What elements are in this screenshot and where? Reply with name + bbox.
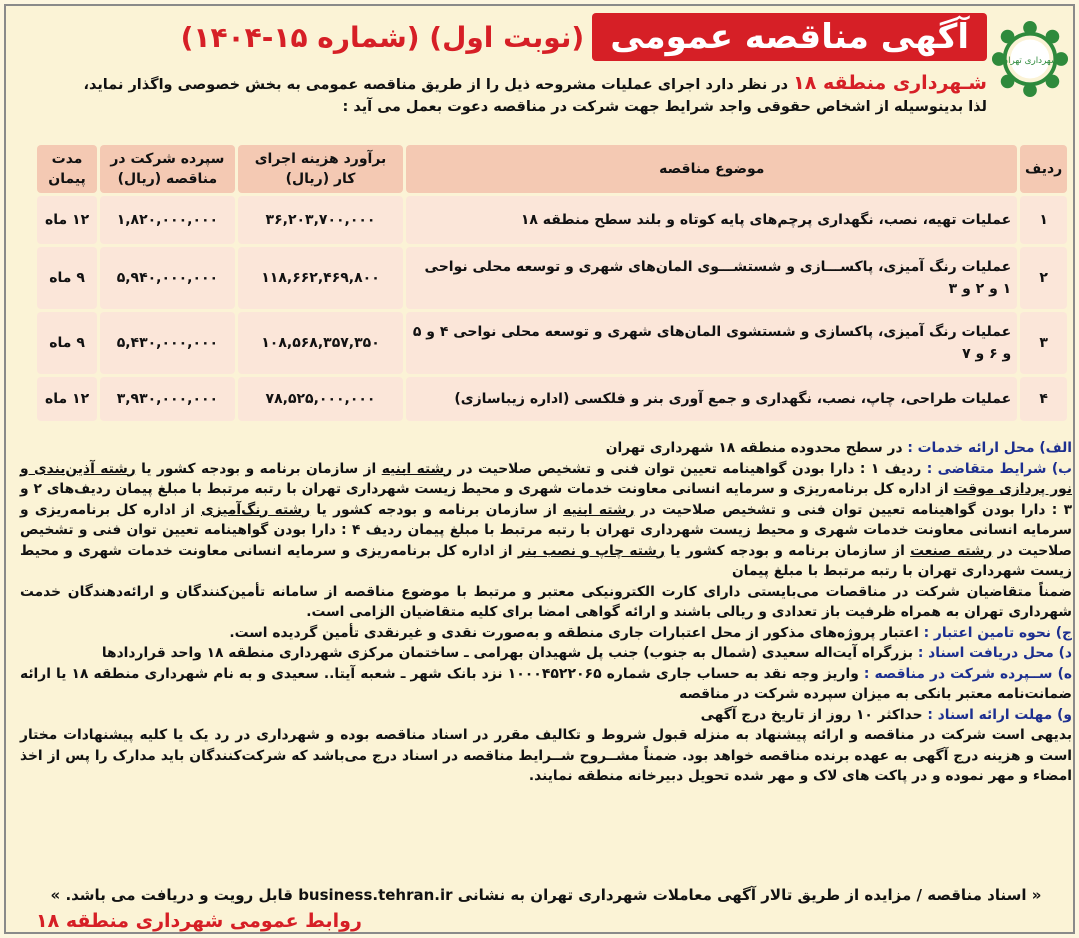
section-a-text: در سطح محدوده منطقه ۱۸ شهرداری تهران [605,440,908,456]
row-subject: عملیات تهیه، نصب، نگهداری پرچم‌های پایه کوتاه و بلند سطح منطقه ۱۸ [406,196,1017,244]
section-b-row23-text2: از سازمان برنامه و بودجه کشور یا [310,501,564,518]
row-subject: عملیات طراحی، چاپ، نصب، نگهداری و جمع آوری بنر و فلکسی (اداره زیباسازی) [406,377,1017,421]
public-relations-signature: روابط عمومی شهرداری منطقه ۱۸ [36,910,362,932]
row-cost: ۳۶,۲۰۳,۷۰۰,۰۰۰ [238,196,404,244]
notice-number: (شماره ۱۵-۱۴۰۴) (نوبت اول) [180,20,585,54]
section-f [20,705,1072,726]
section-b-row23-field2: رشته رنگ‌آمیزی [200,501,311,518]
section-c [20,623,1072,644]
section-b-row1-text2: از سازمان برنامه و بودجه کشور یا [135,460,382,477]
tehran-municipality-logo-icon [991,20,1069,98]
row-duration: ۹ ماه [37,312,97,374]
section-a [20,438,1072,459]
intro-line-2: لذا بدینوسیله از اشخاص حقوقی واجد شرایط جهت شرکت در مناقصه دعوت بعمل می آید : [342,99,987,115]
section-e-label: ه) ســپرده شرکت در مناقصه : [863,665,1073,682]
row-deposit: ۱,۸۲۰,۰۰۰,۰۰۰ [100,196,235,244]
intro-text [17,72,987,118]
notice-title: آگهی مناقصه عمومی [592,13,987,61]
notice-body [20,438,1072,787]
section-e-text2: نزد بانک شهر ـ شعبه آیتا.. سعیدی و به نام شهرداری منطقه ۱۸ یا ارائه ضمانت‌نامه معتبر بانکی به میزان سپرده شرکت در مناقصه [20,665,1072,702]
title-block [181,12,987,62]
closing-paragraph: بدیهی است شرکت در مناقصه و ارائه پیشنهاد به منزله قبول شروط و تکالیف مقرر در اسناد مناقصه بوده و شهرداری در رد یک یا کلیه پیشنهادات مختار است و هزینه درج آگهی به عهده برنده مناقصه خواهد بود. ضمناً مشــروح شــرایط مناقصه در اسناد درج می‌باشد که شرکت‌کنندگان باید مدارک را پس از اخذ امضاء و مهر نموده و در پاکت های لاک و مهر شده تحویل دبیرخانه منطقه نمایند. [20,727,1072,784]
bank-account-number: ۱۰۰۰۴۵۲۲۰۶۵ [507,665,602,682]
section-b-row23-label: ردیف‌های ۲ و ۳ : [20,481,1072,518]
section-b-label: ب) شرایط متقاضی : [926,460,1073,477]
section-b-row1-field1: رشته ابنیه [381,460,453,477]
table-row [37,196,1067,244]
section-f-text: حداکثر ۱۰ روز از تاریخ درج آگهی [700,706,928,723]
section-d [20,643,1072,664]
row-duration: ۹ ماه [37,247,97,309]
org-name: شـهرداری منطقه ۱۸ [793,72,987,94]
table-row [37,377,1067,421]
section-b-row4-field2: رشته چاپ و نصب بنر [517,542,665,559]
section-b-row1-field2: رشته آذین‌بندی و نور پردازی موقت [20,460,1072,497]
section-b-row1-label: ردیف ۱ : [859,460,927,477]
header-duration: مدت پیمان [37,145,97,193]
section-d-label: د) محل دریافت اسناد : [917,645,1072,661]
table-row [37,312,1067,374]
section-e-text1: واریز وجه نقد به حساب جاری شماره [601,665,864,682]
row-deposit: ۳,۹۳۰,۰۰۰,۰۰۰ [100,377,235,421]
header-cost: برآورد هزینه اجرای کار (ریال) [238,145,404,193]
header-row-number: ردیف [1020,145,1067,193]
row-subject: عملیات رنگ آمیزی، پاکســـازی و شستشـــوی المان‌های شهری و توسعه محلی نواحی ۱ و ۲ و ۳ [406,247,1017,309]
section-c-label: ج) نحوه تامین اعتبار : [923,624,1072,641]
section-b-row4-text2: از سازمان برنامه و بودجه کشور یا [664,542,911,559]
notice-header [6,6,1077,136]
section-a-label: الف) محل ارائه خدمات : [907,440,1072,456]
section-b-row4-field1: رشته صنعت [910,542,993,559]
row-deposit: ۵,۹۴۰,۰۰۰,۰۰۰ [100,247,235,309]
row-number: ۱ [1020,196,1067,244]
table-header-row [37,145,1067,193]
section-b-row1-text3: از اداره کل برنامه‌ریزی و سرمایه انسانی معاونت خدمات شهری و محیط زیست شهرداری تهران با رتبه مرتبط با مبلغ پیمان [110,481,954,497]
section-b-row4-text3: از اداره کل برنامه‌ریزی و سرمایه انسانی معاونت خدمات شهری و محیط زیست شهرداری تهران با رتبه مرتبط با مبلغ پیمان [20,542,1072,579]
section-b-row1-text1: دارا بودن گواهینامه تعیین توان فنی و تشخیص صلاحیت در [452,460,860,477]
row-cost: ۱۱۸,۶۶۲,۴۶۹,۸۰۰ [238,247,404,309]
header-subject: موضوع مناقصه [406,145,1017,193]
row-number: ۳ [1020,312,1067,374]
tenders-table [34,142,1070,424]
logo-text: شهرداری تهران [1001,55,1059,66]
row-number: ۲ [1020,247,1067,309]
section-e [20,664,1072,705]
section-b-row23-text1: دارا بودن گواهینامه تعیین توان فنی و تشخیص صلاحیت در [634,501,1052,518]
tender-notice [4,4,1075,934]
row-duration: ۱۲ ماه [37,196,97,244]
row-cost: ۱۰۸,۵۶۸,۳۵۷,۳۵۰ [238,312,404,374]
header-deposit: سپرده شرکت در مناقصه (ریال) [100,145,235,193]
row-duration: ۱۲ ماه [37,377,97,421]
section-b-row4-text1: دارا بودن گواهینامه تعیین توان فنی و تشخیص صلاحیت در [20,522,1072,559]
row-subject: عملیات رنگ آمیزی، پاکسازی و شستشوی المان‌های شهری و توسعه محلی نواحی ۴ و ۵ و ۶ و ۷ [406,312,1017,374]
section-b-row23-text3: از اداره کل برنامه‌ریزی و سرمایه انسانی معاونت خدمات شهری و محیط زیست شهرداری تهران با رتبه مرتبط با مبلغ پیمان [20,501,1072,538]
table-row [37,247,1067,309]
section-d-text: بزرگراه آیت‌اله سعیدی (شمال به جنوب) جنب پل شهیدان بهرامی ـ ساختمان مرکزی شهرداری منطقه ۱۸ واحد قراردادها [101,645,918,661]
row-number: ۴ [1020,377,1067,421]
section-c-text: اعتبار پروژه‌های مذکور از محل اعتبارات جاری منطقه و به‌صورت نقدی و غیرنقدی تأمین گردیده است. [229,624,924,641]
section-f-label: و) مهلت ارائه اسناد : [927,706,1072,723]
documents-website-line: « اسناد مناقصه / مزایده از طریق تالار آگهی معاملات شهرداری تهران به نشانی business.tehran.ir قابل رویت و دریافت می باشد. » [50,886,1042,904]
intro-line-1: در نظر دارد اجرای عملیات مشروحه ذیل را از طریق مناقصه عمومی به بخش خصوصی واگذار نماید، [83,77,794,93]
section-b-row23-field1: رشته ابنیه [563,501,635,518]
section-b-row4-label: ردیف ۴ : [341,522,403,538]
section-b-note: ضمناً متقاضیان شرکت در مناقصات می‌بایستی دارای کارت الکترونیکی معتبر و مرتبط با موضوع مناقصه از سامانه تأمین‌کنندگان و ارائه‌دهندگان خدمت شهرداری تهران به همراه ظرفیت باز تعدادی و ریالی باشند و ارائه گواهی امضا برای کلیه متقاضیان الزامی است. [20,583,1072,620]
row-cost: ۷۸,۵۲۵,۰۰۰,۰۰۰ [238,377,404,421]
row-deposit: ۵,۴۳۰,۰۰۰,۰۰۰ [100,312,235,374]
section-b [20,459,1072,582]
